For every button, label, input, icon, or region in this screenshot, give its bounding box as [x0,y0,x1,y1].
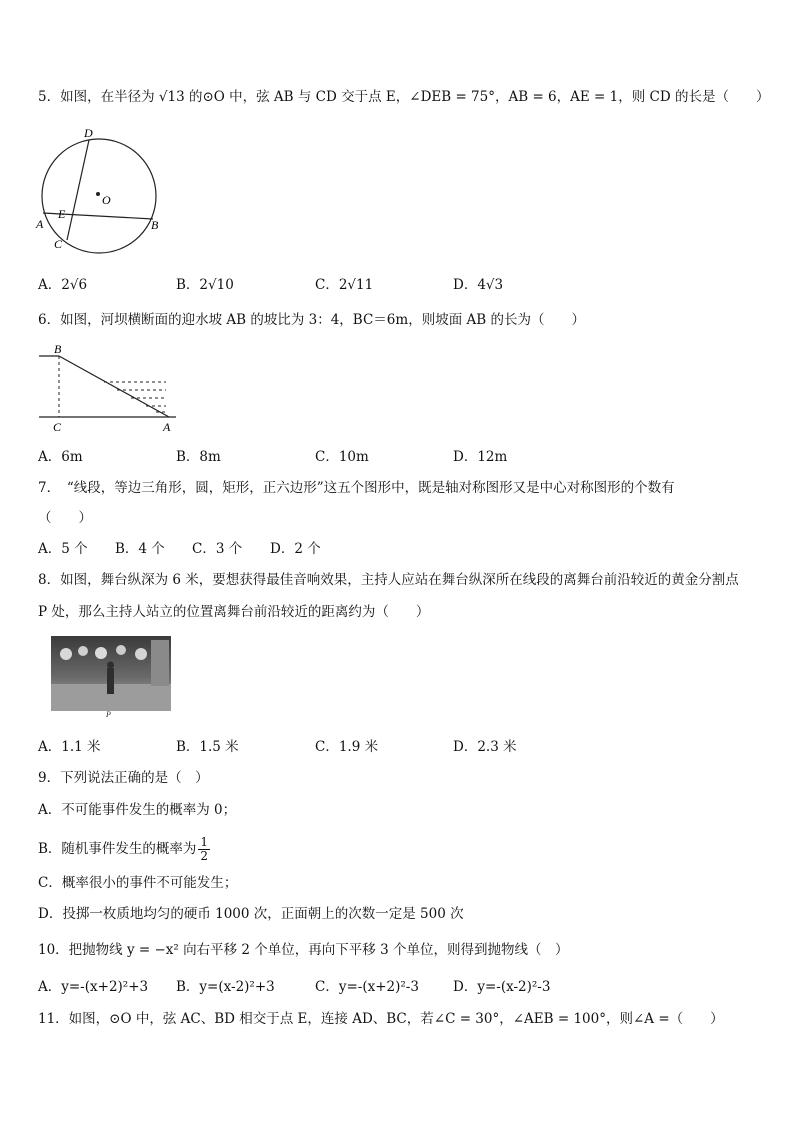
q9-option-a[interactable]: A．不可能事件发生的概率为 0； [38,802,237,818]
q9-option-c[interactable]: C．概率很小的事件不可能发生； [38,875,238,891]
q10-option-c[interactable]: C．y=-(x+2)²-3 [315,979,419,995]
label-c: C [54,237,63,251]
q9-option-d[interactable]: D．投掷一枚质地均匀的硬币 1000 次，正面朝上的次数一定是 500 次 [38,906,464,922]
label-o: O [102,193,111,207]
q6-dam-figure [36,340,181,435]
q6-option-d[interactable]: D．12m [453,449,508,465]
circle-o [42,139,156,253]
q5-option-b[interactable]: B．2√10 [176,277,234,293]
label-c: C [53,420,62,434]
q9-stem: 9．下列说法正确的是（ ） [38,770,209,786]
fraction-denominator: 2 [200,849,209,863]
q10-stem: 10．把抛物线 y = −x² 向右平移 2 个单位，再向下平移 3 个单位，则得到抛物线（ ） [38,942,569,958]
q10-option-a[interactable]: A．y=-(x+2)²+3 [38,979,149,995]
decor-2 [78,646,88,656]
label-e: E [58,207,66,221]
decor-3 [95,647,107,659]
presenter-figure [107,668,114,694]
q5-option-a[interactable]: A．2√6 [38,277,88,293]
label-a: A [36,217,44,231]
q7-stem: 7． “线段，等边三角形，圆，矩形，正六边形”这五个图形中，既是轴对称图形又是中心对称图形的个数有 [38,480,675,496]
label-d: D [84,126,93,140]
chord-cd [67,140,89,240]
decor-1 [60,648,72,660]
slope-ab [59,356,169,417]
q5-option-d[interactable]: D．4√3 [453,277,504,293]
q6-option-b[interactable]: B．8m [176,449,221,465]
presenter-head [107,662,114,669]
center-point [96,192,100,196]
q7-stem-cont: （ ） [38,510,92,526]
q9-option-b-text: B．随机事件发生的概率为 [38,841,197,857]
q8-option-b[interactable]: B．1.5 米 [176,739,239,755]
q7-option-b[interactable]: B．4 个 [115,541,165,557]
q5-option-c[interactable]: C．2√11 [315,277,374,293]
q6-option-a[interactable]: A．6m [38,449,83,465]
q10-option-b[interactable]: B．y=(x-2)²+3 [176,979,275,995]
q5-stem: 5．如图，在半径为 √13 的⊙O 中，弦 AB 与 CD 交于点 E，∠DEB = 75°，AB = 6，AE = 1，则 CD 的长是（ ） [38,89,770,105]
decor-4 [116,645,126,655]
q8-option-a[interactable]: A．1.1 米 [38,739,101,755]
q8-stem: 8．如图，舞台纵深为 6 米，要想获得最佳音响效果，主持人应站在舞台纵深所在线段的离舞台前沿较近的黄金分割点 [38,572,739,588]
q10-option-d[interactable]: D．y=-(x-2)²-3 [453,979,551,995]
q8-option-c[interactable]: C．1.9 米 [315,739,379,755]
fraction [198,836,210,863]
curtain-right [151,640,169,686]
q11-stem: 11．如图，⊙O 中，弦 AC、BD 相交于点 E，连接 AD、BC，若∠C = 30°，∠AEB = 100°，则∠A =（ ） [38,1011,724,1027]
label-p: P [106,710,111,718]
decor-5 [135,648,147,660]
q8-option-d[interactable]: D．2.3 米 [453,739,517,755]
q7-option-c[interactable]: C．3 个 [192,541,243,557]
q6-stem: 6．如图，河坝横断面的迎水坡 AB 的坡比为 3：4，BC＝6m，则坡面 AB 的长为（ ） [38,312,585,328]
q8-stage-photo [51,636,171,718]
q7-option-d[interactable]: D．2 个 [270,541,321,557]
q8-stem-cont: P 处，那么主持人站立的位置离舞台前沿较近的距离约为（ ） [38,604,430,620]
q7-option-a[interactable]: A．5 个 [38,541,88,557]
label-b: B [54,342,62,356]
q6-option-c[interactable]: C．10m [315,449,369,465]
q5-circle-figure [30,122,170,257]
label-a: A [163,420,171,434]
fraction-numerator: 1 [200,835,209,849]
label-b: B [151,218,159,232]
q9-option-b[interactable] [38,836,210,863]
